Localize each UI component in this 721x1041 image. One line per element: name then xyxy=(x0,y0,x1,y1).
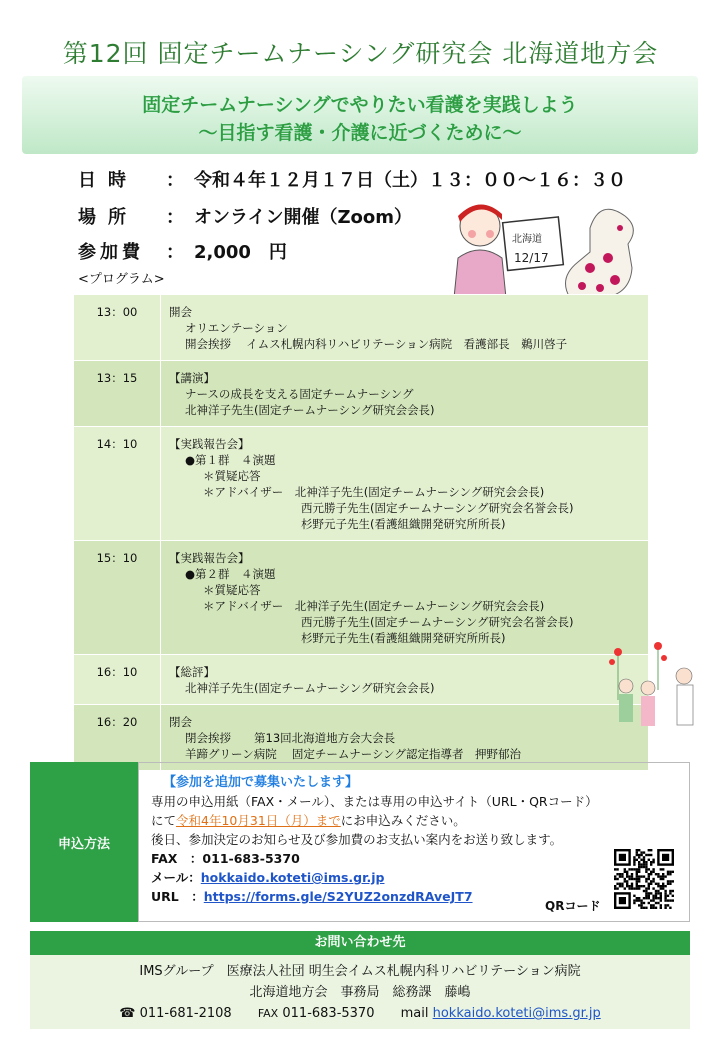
program-content xyxy=(161,361,649,427)
program-row xyxy=(74,361,649,427)
program-line: ＊アドバイザー 北神洋子先生(固定チームナーシング研究会会長) xyxy=(203,599,545,613)
apply-line-1: 専用の申込用紙（FAX・メール）、または専用の申込サイト（URL・QRコード） xyxy=(151,794,598,809)
program-line: オリエンテーション xyxy=(185,321,288,335)
phone-icon: ☎ xyxy=(119,1006,136,1021)
apply-line-2: にて令和4年10月31日（月）までにお申込みください。 xyxy=(151,813,466,828)
program-line: 杉野元子先生(看護組織開発研究所所長) xyxy=(301,631,506,645)
program-line: 【実践報告会】 xyxy=(169,551,250,565)
info-value: 令和４年１２月１７日（土）１３：００～１６：３０ xyxy=(194,170,626,191)
contact-mail-label: mail xyxy=(400,1006,429,1021)
info-fee: 参加費 ： 2,000 円 xyxy=(78,238,287,264)
apply-fax: FAX ：011-683-5370 xyxy=(151,851,300,866)
program-time: 16：20 xyxy=(74,705,161,771)
page-title: 第12回 固定チームナーシング研究会 北海道地方会 xyxy=(62,39,659,68)
program-line: ＊アドバイザー 北神洋子先生(固定チームナーシング研究会会長) xyxy=(203,485,545,499)
program-line: ●第２群 ４演題 xyxy=(185,567,276,581)
program-line: 【総評】 xyxy=(169,665,215,679)
apply-url-link[interactable]: https://forms.gle/S2YUZ2onzdRAveJT7 xyxy=(203,889,473,904)
program-line: 【講演】 xyxy=(169,371,215,385)
info-label: 日時 xyxy=(78,170,138,191)
program-content xyxy=(161,705,649,771)
contact-fax-label: FAX xyxy=(257,1007,279,1020)
theme-banner xyxy=(22,76,698,154)
program-row xyxy=(74,541,649,655)
apply-deadline: 令和4年10月31日（月）まで xyxy=(176,813,341,828)
program-time: 14：10 xyxy=(74,427,161,541)
apply-heading: 【参加を追加で募集いたします】 xyxy=(163,775,359,790)
program-line: 閉会挨拶 第13回北海道地方会大会長 xyxy=(185,731,396,745)
apply-mail: メール：hokkaido.koteti@ims.gr.jp xyxy=(151,870,385,885)
info-datetime: 日時 ： 令和４年１２月１７日（土）１３：００～１６：３０ xyxy=(78,166,626,192)
program-line: 杉野元子先生(看護組織開発研究所所長) xyxy=(301,517,506,531)
qr-code-icon[interactable] xyxy=(614,849,674,909)
program-row xyxy=(74,705,649,771)
info-value: 2,000 円 xyxy=(194,242,287,263)
program-row xyxy=(74,427,649,541)
contact-line-3 xyxy=(30,1003,690,1024)
program-line: 開会挨拶 イムス札幌内科リハビリテーション病院 看護部長 鵜川啓子 xyxy=(185,337,568,351)
info-value: オンライン開催（Zoom） xyxy=(194,207,412,228)
contact-mail-link[interactable]: hokkaido.koteti@ims.gr.jp xyxy=(432,1006,601,1021)
program-content xyxy=(161,655,649,705)
program-line: 西元勝子先生(固定チームナーシング研究会名誉会長) xyxy=(301,615,574,629)
program-time: 15：10 xyxy=(74,541,161,655)
contact-line-1: IMSグループ 医療法人社団 明生会イムス札幌内科リハビリテーション病院 xyxy=(139,964,581,979)
program-line: ナースの成長を支える固定チームナーシング xyxy=(185,387,414,401)
contact-tel: 011-681-2108 xyxy=(139,1006,232,1021)
apply-details xyxy=(138,762,690,922)
theme-line-1: 固定チームナーシングでやりたい看護を実践しよう xyxy=(142,94,578,116)
qr-label: QRコード xyxy=(545,899,601,913)
program-content xyxy=(161,541,649,655)
program-line: 閉会 xyxy=(169,715,192,729)
program-line: ＊質疑応答 xyxy=(203,583,261,597)
contact-heading: お問い合わせ先 xyxy=(30,931,690,955)
program-time: 16：10 xyxy=(74,655,161,705)
program-label: <プログラム> xyxy=(78,272,165,287)
program-time: 13：15 xyxy=(74,361,161,427)
theme-line-2: ～目指す看護・介護に近づくために～ xyxy=(198,122,522,144)
program-line: 北神洋子先生(固定チームナーシング研究会会長) xyxy=(185,403,435,417)
program-line: 【実践報告会】 xyxy=(169,437,250,451)
program-line: 開会 xyxy=(169,305,192,319)
info-label: 場所 xyxy=(78,207,138,228)
program-line: 西元勝子先生(固定チームナーシング研究会名誉会長) xyxy=(301,501,574,515)
apply-line-3: 後日、参加決定のお知らせ及び参加費のお支払い案内をお送り致します。 xyxy=(151,832,563,847)
program-table xyxy=(73,294,649,771)
nurse-giraffe-illustration xyxy=(450,198,650,308)
program-time: 13：00 xyxy=(74,295,161,361)
program-content xyxy=(161,427,649,541)
program-line: 羊蹄グリーン病院 固定チームナーシング認定指導者 押野郁治 xyxy=(185,747,521,761)
program-line: 北神洋子先生(固定チームナーシング研究会会長) xyxy=(185,681,435,695)
info-label: 参加費 xyxy=(78,242,144,263)
apply-method-label: 申込方法 xyxy=(30,762,138,922)
apply-mail-link[interactable]: hokkaido.koteti@ims.gr.jp xyxy=(200,870,385,885)
program-content xyxy=(161,295,649,361)
program-row xyxy=(74,295,649,361)
apply-url: URL ：https://forms.gle/S2YUZ2onzdRAveJT7 xyxy=(151,889,473,904)
contact-line-2: 北海道地方会 事務局 総務課 藤嶋 xyxy=(249,985,471,1000)
contact-details xyxy=(30,955,690,1029)
sign-text-2: 12/17 xyxy=(514,251,549,265)
info-venue: 場所 ： オンライン開催（Zoom） xyxy=(78,203,412,229)
program-row xyxy=(74,655,649,705)
sign-text-1: 北海道 xyxy=(512,234,542,245)
program-line: ＊質疑応答 xyxy=(203,469,261,483)
contact-fax: 011-683-5370 xyxy=(282,1006,375,1021)
program-line: ●第１群 ４演題 xyxy=(185,453,276,467)
people-illustration xyxy=(598,640,708,750)
